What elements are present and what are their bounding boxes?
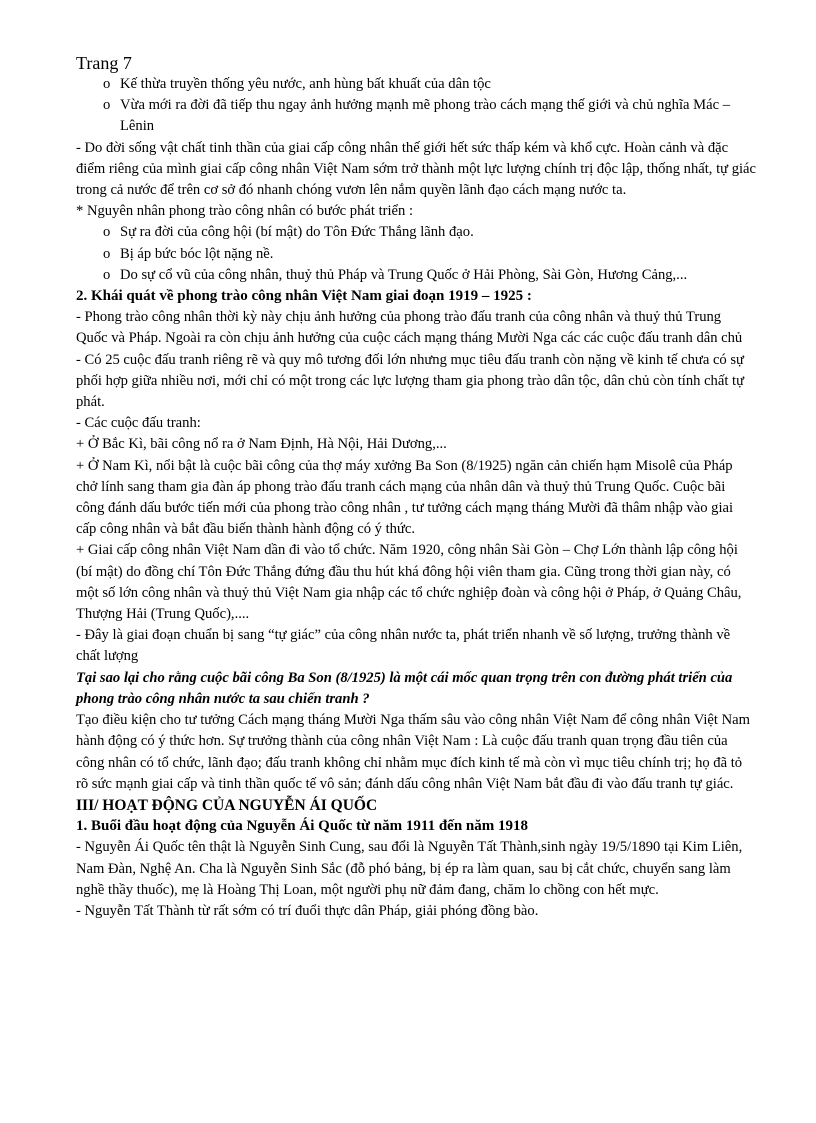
paragraph: + Ở Bắc Kì, bãi công nổ ra ở Nam Định, Hà Nội, Hải Dương,... — [76, 436, 447, 453]
paragraph: + Giai cấp công nhân Việt Nam dần đi vào tổ chức. Năm 1920, công nhân Sài Gòn – Chợ Lớn thành lập công hội (bí mật) do đồng chí Tôn Đức Thắng đứng đầu thu hút khá đông hội viên tham gia. Cũng trong thời gian này, có một số lớn công nhân và thuỷ thủ Việt Nam gia nhập các tổ chức nghiệp đoàn và công hội ở Pháp, ở Quảng Châu, Thượng Hải (Trung Quốc),.... — [76, 542, 742, 623]
bullet-text: Sự ra đời của công hội (bí mật) do Tôn Đức Thắng lãnh đạo. — [120, 224, 474, 241]
bullet-item — [76, 95, 756, 137]
chapter-heading: III/ HOẠT ĐỘNG CỦA NGUYỄN ÁI QUỐC — [76, 796, 378, 814]
paragraph: + Ở Nam Kì, nổi bật là cuộc bãi công của thợ máy xưởng Ba Son (8/1925) ngăn cản chiến hạm Misolê của Pháp chở lính sang tham gia đàn áp phong trào đấu tranh cách mạng của nhân dân và thuỷ thủ Trung Quốc. Cuộc bãi công đánh dấu bước tiến mới của phong trào công nhân , tư tưởng cách mạng tháng Mười đã thâm nhập vào giai cấp công nhân và bắt đầu biến thành hành động có ý thức. — [76, 457, 734, 538]
bullet-text: Bị áp bức bóc lột nặng nề. — [120, 245, 274, 262]
paragraph: * Nguyên nhân phong trào công nhân có bước phát triển : — [76, 203, 414, 220]
bullet-item — [76, 244, 756, 265]
section-heading: 1. Buổi đầu hoạt động của Nguyễn Ái Quốc từ năm 1911 đến năm 1918 — [76, 818, 528, 835]
bullet-item — [76, 265, 756, 286]
bullet-item — [76, 74, 756, 95]
bullet-text: Kế thừa truyền thống yêu nước, anh hùng bất khuất của dân tộc — [120, 76, 491, 92]
bullet-marker: o — [103, 97, 111, 114]
bullet-text: Vừa mới ra đời đã tiếp thu ngay ảnh hưởng mạnh mẽ phong trào cách mạng thế giới và chủ nghĩa Mác – Lênin — [120, 97, 731, 135]
bullet-marker: o — [103, 224, 111, 241]
paragraph: - Các cuộc đấu tranh: — [76, 415, 201, 432]
section-heading: 2. Khái quát về phong trào công nhân Việt Nam giai đoạn 1919 – 1925 : — [76, 288, 532, 305]
paragraph: - Đây là giai đoạn chuẩn bị sang “tự giác” của công nhân nước ta, phát triển nhanh về số lượng, trưởng thành về chất lượng — [76, 627, 731, 665]
bullet-item — [76, 222, 756, 243]
paragraph: - Có 25 cuộc đấu tranh riêng rẽ và quy mô tương đối lớn nhưng mục tiêu đấu tranh còn nặng về kinh tế chưa có sự phối hợp giữa nhiều nơi, mới chỉ có một trong các lực lượng tham gia phong trào dân tộc, dân chủ còn tính chất tự phát. — [76, 351, 744, 411]
paragraph: Tạo điều kiện cho tư tưởng Cách mạng tháng Mười Nga thấm sâu vào công nhân Việt Nam để công nhân Việt Nam hành động có ý thức hơn. Sự trưởng thành của công nhân Việt Nam : Là cuộc đấu tranh quan trọng đầu tiên của công nhân có tổ chức, lãnh đạo; đấu tranh không chỉ nhằm mục đích kinh tế mà còn vì mục tiêu chính trị; họ đã tỏ rõ sức mạnh giai cấp và tinh thần quốc tế vô sản; đánh dấu công nhân Việt Nam bắt đầu đi vào đấu tranh tự giác. — [76, 712, 750, 792]
page-label: Trang 7 — [76, 53, 132, 73]
bullet-text: Do sự cổ vũ của công nhân, thuỷ thủ Pháp và Trung Quốc ở Hải Phòng, Sài Gòn, Hương Cảng,... — [120, 266, 688, 283]
paragraph: - Nguyễn Ái Quốc tên thật là Nguyễn Sinh Cung, sau đổi là Nguyễn Tất Thành,sinh ngày 19/5/1890 tại Kim Liên, Nam Đàn, Nghệ An. Cha là Nguyễn Sinh Sắc (đỗ phó bảng, bị ép ra làm quan, sau bị cắt chức, chuyển sang làm nghề thầy thuốc), mẹ là Hoàng Thị Loan, một người phụ nữ đảm đang, chăm lo chồng con hết mực. — [76, 839, 743, 898]
paragraph: - Phong trào công nhân thời kỳ này chịu ảnh hưởng của phong trào đấu tranh của công nhân và thuỷ thủ Trung Quốc và Pháp. Ngoài ra còn chịu ảnh hưởng của cuộc cách mạng tháng Mười Nga các các cuộc đấu tranh dân chủ — [76, 309, 743, 347]
bullet-marker: o — [103, 245, 111, 262]
paragraph: - Nguyễn Tất Thành từ rất sớm có trí đuổi thực dân Pháp, giải phóng đồng bào. — [76, 902, 539, 919]
bullet-marker: o — [103, 76, 111, 92]
paragraph: - Do đời sống vật chất tinh thần của giai cấp công nhân thế giới hết sức thấp kém và khổ cực. Hoàn cảnh và đặc điểm riêng của mình giai cấp công nhân Việt Nam sớm trở thành một lực lượng chính trị độc lập, thống nhất, tự giác trong cả nước để trên cơ sở đó nhanh chóng vươn lên nắm quyền lãnh đạo cách mạng nước ta. — [76, 139, 757, 199]
question-heading: Tại sao lại cho rằng cuộc bãi công Ba Son (8/1925) là một cái mốc quan trọng trên con đường phát triển của phong trào công nhân nước ta sau chiến tranh ? — [76, 669, 733, 707]
bullet-marker: o — [103, 266, 111, 283]
